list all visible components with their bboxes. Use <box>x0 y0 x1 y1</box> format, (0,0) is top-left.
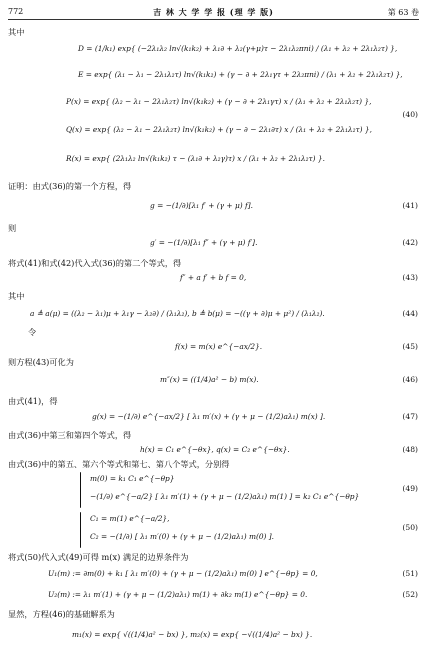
text-where-1: 其中 <box>8 27 25 37</box>
equation-number-43: (43) <box>402 273 418 282</box>
brace-49 <box>80 472 81 508</box>
text-from-36b: 由式(36)中的第五、第六个等式和第七、第八个等式，分别得 <box>8 459 230 469</box>
equation-number-41: (41) <box>402 201 418 210</box>
text-eq43-becomes: 则方程(43)可化为 <box>8 357 74 367</box>
equation-51: U₁(m) := ∂m(0) + k₁ [ λ₁ m′(0) + (γ + μ − (1/2)aλ₁) m(0) ] e^{−θp} = 0, <box>48 569 318 578</box>
equation-46: m″(x) = ((1/4)a² − b) m(x). <box>160 375 259 384</box>
equation-50a: C₁ = m(1) e^{−a/2}, <box>90 514 170 523</box>
text-proof: 证明：由式(36)的第一个方程，得 <box>8 181 132 191</box>
equation-49a: m(0) = k₁ C₁ e^{−θp} <box>90 474 175 483</box>
equation-number-44: (44) <box>402 309 418 318</box>
text-where-2: 其中 <box>8 291 25 301</box>
equation-48: h(x) = C₁ e^{−θx}, q(x) = C₂ e^{−θx}. <box>140 445 290 454</box>
equation-45: f(x) = m(x) e^{−ax/2}. <box>175 342 263 351</box>
equation-number-46: (46) <box>402 375 418 384</box>
text-substitute: 将式(41)和式(42)代入式(36)的第二个等式，得 <box>8 258 182 268</box>
equation-D: D = (1/k₁) exp{ (−2λ₁λ₂ ln√(k₁k₂) + λ₁∂ + λ₂(γ+μ)τ − 2λ₁λ₂πni) / (λ₁ + λ₂ + 2λ₁λ₂τ) }, <box>78 44 398 53</box>
text-from-36: 由式(36)中第三和第四个等式，得 <box>8 430 132 440</box>
equation-52: U₂(m) := λ₁ m′(1) + (γ + μ − (1/2)aλ₁) m(1) + ∂k₂ m(1) e^{−θp} = 0. <box>48 590 308 599</box>
equation-E: E = exp{ (λ₁ − λ₁ − 2λ₁λ₂τ) ln√(k₁k₂) + (γ − ∂ + 2λ₁γτ + 2λ₂πni) / (λ₁ + λ₂ + 2λ₁λ₂τ) }, <box>78 70 403 79</box>
text-let: 令 <box>28 327 37 337</box>
equation-number-49: (49) <box>402 484 418 493</box>
equation-47: g(x) = −(1/∂) e^{−ax/2} [ λ₁ m′(x) + (γ + μ − (1/2)aλ₁) m(x) ]. <box>92 412 326 421</box>
text-from-41: 由式(41)，得 <box>8 396 58 406</box>
text-clearly: 显然，方程(46)的基础解系为 <box>8 609 115 619</box>
equation-basis: m₁(x) = exp{ √((1/4)a² − bx) }, m₂(x) = exp{ −√((1/4)a² − bx) }. <box>72 630 313 639</box>
volume-label: 第 63 卷 <box>387 8 419 17</box>
equation-number-42: (42) <box>402 238 418 247</box>
equation-number-40: (40) <box>402 110 418 119</box>
equation-50b: C₂ = −(1/∂) [ λ₁ m′(0) + (γ + μ − (1/2)aλ₁) m(0) ]. <box>90 532 274 541</box>
equation-49b: −(1/∂) e^{−a/2} [ λ₁ m′(1) + (γ + μ − (1/2)aλ₁) m(1) ] = k₂ C₁ e^{−θp} <box>90 492 360 501</box>
equation-number-52: (52) <box>402 590 418 599</box>
equation-42: g′ = −(1/∂)[λ₁ f″ + (γ + μ) f′]. <box>150 238 258 247</box>
equation-41: g = −(1/∂)[λ₁ f′ + (γ + μ) f]. <box>150 201 253 210</box>
equation-P: P(x) = exp{ (λ₂ − λ₁ − 2λ₁λ₂τ) ln√(k₁k₂) + (γ − ∂ + 2λ₁γτ) x / (λ₁ + λ₂ + 2λ₁λ₂τ) }, <box>66 97 372 106</box>
equation-number-45: (45) <box>402 342 418 351</box>
equation-number-48: (48) <box>402 445 418 454</box>
equation-number-47: (47) <box>402 412 418 421</box>
page-number: 772 <box>8 7 24 16</box>
equation-number-50: (50) <box>402 523 418 532</box>
equation-43: f″ + a f′ + b f = 0, <box>180 273 247 282</box>
equation-44: a ≜ a(μ) = ((λ₂ − λ₁)μ + λ₁γ − λ₂∂) / (λ₁λ₂), b ≜ b(μ) = −((γ + ∂)μ + μ²) / (λ₁λ₂). <box>30 309 325 318</box>
equation-Q: Q(x) = exp{ (λ₂ − λ₁ − 2λ₁λ₂τ) ln√(k₁k₂) + (γ − ∂ − 2λ₁∂τ) x / (λ₁ + λ₂ + 2λ₁λ₂τ) }, <box>66 125 372 134</box>
running-header <box>8 5 419 20</box>
text-then: 则 <box>8 223 17 233</box>
journal-title: 吉 林 大 学 学 报 (理 学 版) <box>153 7 274 17</box>
brace-50 <box>80 512 81 548</box>
equation-R: R(x) = exp{ (2λ₁λ₂ ln√(k₁k₂) τ − (λ₁∂ + λ₂γ)τ) x / (λ₁ + λ₂ + 2λ₁λ₂τ) }. <box>66 154 325 163</box>
equation-number-51: (51) <box>402 569 418 578</box>
text-substitute-50: 将式(50)代入式(49)可得 m(x) 满足的边界条件为 <box>8 552 189 562</box>
